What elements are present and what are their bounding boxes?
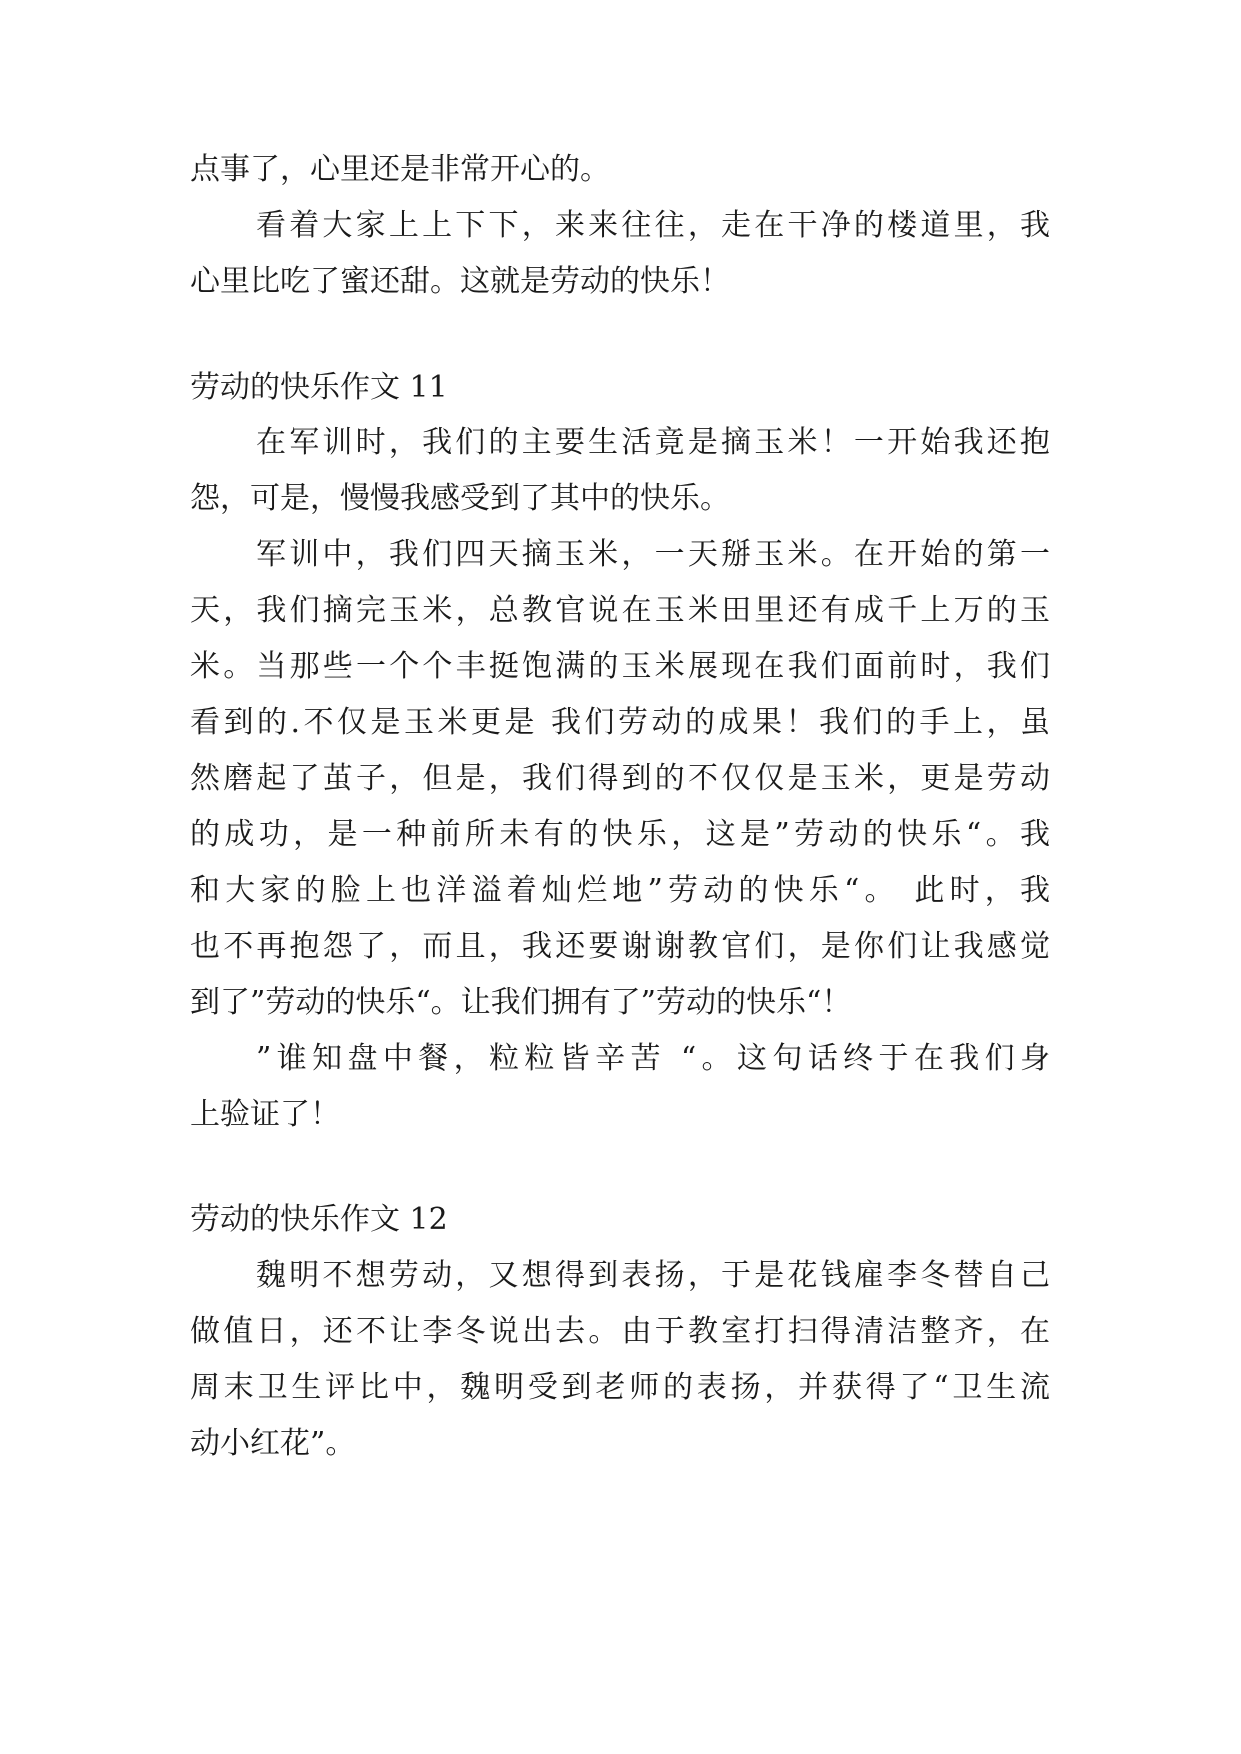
paragraph-line: 怨，可是，慢慢我感受到了其中的快乐。 (190, 481, 730, 516)
paragraph-line: 做值日，还不让李冬说出去。由于教室打扫得清洁整齐，在 (190, 1314, 1050, 1349)
paragraph-line: 米。当那些一个个丰挺饱满的玉米展现在我们面前时，我们 (190, 649, 1050, 684)
paragraph-line: 天，我们摘完玉米，总教官说在玉米田里还有成千上万的玉 (190, 593, 1050, 628)
section-heading: 劳动的快乐作文 11 (190, 370, 448, 405)
paragraph-line: 到了”劳动的快乐“。让我们拥有了”劳动的快乐“！ (190, 985, 852, 1020)
paragraph-line: 在军训时，我们的主要生活竟是摘玉米！一开始我还抱 (256, 425, 1050, 460)
paragraph-line: 魏明不想劳动，又想得到表扬，于是花钱雇李冬替自己 (256, 1258, 1050, 1293)
paragraph-line: ”谁知盘中餐，粒粒皆辛苦 “。这句话终于在我们身 (256, 1041, 1050, 1076)
paragraph-line: 也不再抱怨了，而且，我还要谢谢教官们，是你们让我感觉 (190, 929, 1050, 964)
paragraph-line: 和大家的脸上也洋溢着灿烂地”劳动的快乐“。 此时，我 (190, 873, 1050, 908)
paragraph-line: 动小红花”。 (190, 1426, 356, 1461)
paragraph-line: 点事了，心里还是非常开心的。 (190, 152, 610, 187)
paragraph-line: 看着大家上上下下，来来往往，走在干净的楼道里，我 (256, 208, 1050, 243)
paragraph-line: 心里比吃了蜜还甜。这就是劳动的快乐！ (190, 264, 730, 299)
paragraph-line: 的成功，是一种前所未有的快乐，这是”劳动的快乐“。我 (190, 817, 1050, 852)
paragraph-line: 然磨起了茧子，但是，我们得到的不仅仅是玉米，更是劳动 (190, 761, 1050, 796)
section-heading: 劳动的快乐作文 12 (190, 1202, 448, 1237)
paragraph-line: 军训中，我们四天摘玉米，一天掰玉米。在开始的第一 (256, 537, 1050, 572)
paragraph-line: 周末卫生评比中，魏明受到老师的表扬，并获得了“卫生流 (190, 1370, 1050, 1405)
paragraph-line: 上验证了！ (190, 1097, 340, 1132)
paragraph-line: 看到的.不仅是玉米更是 我们劳动的成果！我们的手上，虽 (190, 705, 1050, 740)
